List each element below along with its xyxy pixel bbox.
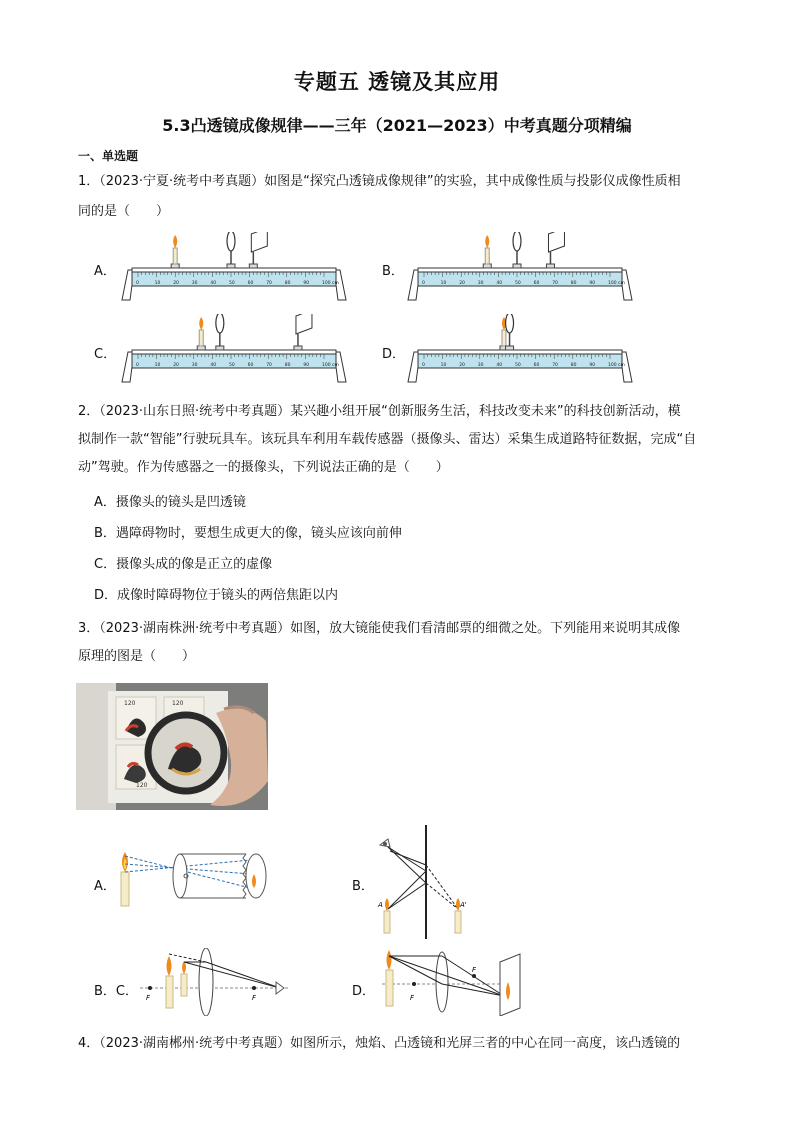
ruler-tick-label: 90 — [589, 281, 596, 286]
q3-line2: 原理的图是（ ） — [78, 649, 196, 664]
ruler-tick-label: 20 — [459, 281, 465, 286]
screen-holder — [294, 346, 302, 350]
q1-option-d-bench — [404, 314, 636, 386]
candle-holder — [197, 346, 205, 350]
ruler-tick-label: 20 — [173, 363, 179, 368]
lens-holder — [513, 264, 521, 268]
focus-label-left: F — [146, 994, 151, 1002]
ruler-tick-label: 0 — [136, 363, 139, 368]
q1-line2: 同的是（ ） — [78, 204, 170, 219]
candle-holder — [171, 264, 179, 268]
ruler-tick-label: 100 cm — [322, 281, 339, 286]
q1-stem — [78, 168, 718, 226]
q2-line1: 2．（2023·山东日照·统考中考真题）某兴趣小组开展“创新服务生活，科技改变未来”的科技创新活动，模 — [78, 404, 681, 419]
q1-option-c-label: C． — [94, 347, 117, 362]
q2-option-d[interactable]: D．成像时障碍物位于镜头的两倍焦距以内 — [94, 588, 339, 603]
q2-option-b[interactable]: B．遇障碍物时，要想生成更大的像，镜头应该向前伸 — [94, 526, 402, 541]
ruler-tick-label: 60 — [247, 281, 254, 286]
ruler-tick-label: 10 — [440, 281, 447, 286]
stamp-value-2: 120 — [172, 700, 184, 707]
q1-line1: 1．（2023·宁夏·统考中考真题）如图是“探究凸透镜成像规律”的实验，其中成像性质与投影仪成像性质相 — [78, 174, 681, 189]
q3-line1: 3．（2023·湖南株洲·统考中考真题）如图，放大镜能使我们看清邮票的细微之处。下列能用来说明其成像 — [78, 621, 681, 636]
ruler-tick-label: 50 — [515, 363, 521, 368]
q3-option-b-label: B． — [352, 879, 374, 894]
candle — [502, 330, 506, 346]
q1-option-d-label: D． — [382, 347, 406, 362]
light-screen — [296, 314, 312, 334]
convex-lens — [506, 314, 514, 333]
ruler-tick-label: 60 — [247, 363, 254, 368]
flame-icon — [199, 317, 203, 330]
candle — [485, 248, 489, 264]
ruler-tick-label: 10 — [440, 363, 447, 368]
stamp-value-3: 120 — [136, 782, 148, 789]
lens-holder — [216, 346, 224, 350]
ruler-tick-label: 20 — [173, 281, 179, 286]
ruler-tick-label: 80 — [570, 281, 577, 286]
ruler-tick-label: 70 — [266, 281, 272, 286]
ruler-tick-label: 30 — [191, 281, 198, 286]
ruler-tick-label: 50 — [229, 363, 235, 368]
ruler-tick-label: 20 — [459, 363, 465, 368]
object-label-a: A — [378, 901, 383, 909]
ruler-tick-label: 70 — [266, 363, 272, 368]
q1-option-b-bench — [404, 232, 636, 304]
ruler-tick-label: 40 — [496, 281, 503, 286]
screen-holder — [249, 264, 257, 268]
ruler-tick-label: 30 — [477, 363, 484, 368]
q2-stem — [78, 398, 718, 482]
ruler-tick-label: 80 — [284, 363, 291, 368]
lens-holder — [227, 264, 235, 268]
q1-option-b-label: B． — [382, 264, 404, 279]
ruler-tick-label: 90 — [589, 363, 596, 368]
candle — [173, 248, 177, 264]
section-heading: 一、单选题 — [78, 149, 139, 163]
candle — [199, 330, 203, 346]
stamp-value-1: 120 — [124, 700, 136, 707]
ruler-tick-label: 70 — [552, 363, 558, 368]
q2-option-c[interactable]: C．摄像头成的像是正立的虚像 — [94, 557, 273, 572]
plane-mirror-diagram — [374, 825, 494, 939]
magnifier-stamp-photo — [76, 683, 268, 810]
page-title: 专题五 透镜及其应用 — [293, 70, 501, 94]
image-label-a-prime: A' — [460, 901, 467, 909]
q3-option-d-label: D． — [352, 984, 376, 999]
q3-option-c-label: B．C． — [94, 984, 138, 999]
ruler-tick-label: 0 — [136, 281, 139, 286]
ruler-tick-label: 60 — [533, 281, 540, 286]
convex-lens-virtual-image-diagram — [140, 948, 290, 1016]
flame-icon — [485, 235, 489, 248]
q1-option-c-bench — [118, 314, 350, 386]
focus-label-right: F — [252, 994, 257, 1002]
focus-label-object-side: F — [410, 994, 415, 1002]
ruler-tick-label: 50 — [229, 281, 235, 286]
ruler-tick-label: 100 cm — [322, 363, 339, 368]
ruler-tick-label: 100 cm — [608, 363, 625, 368]
ruler-tick-label: 40 — [210, 281, 217, 286]
ruler-tick-label: 40 — [496, 363, 503, 368]
ruler-tick-label: 10 — [154, 363, 161, 368]
ruler-tick-label: 90 — [303, 363, 310, 368]
convex-lens-real-image-diagram — [382, 948, 532, 1016]
ruler-tick-label: 10 — [154, 281, 161, 286]
ruler-tick-label: 0 — [422, 281, 425, 286]
q2-line2: 拟制作一款“智能”行驶玩具车。该玩具车利用车载传感器（摄像头、雷达）采集生成道路特征数据，完成“自 — [78, 432, 697, 447]
q4-stem — [78, 1030, 718, 1058]
q2-option-a[interactable]: A．摄像头的镜头是凹透镜 — [94, 495, 246, 510]
ruler-tick-label: 40 — [210, 363, 217, 368]
ruler-tick-label: 90 — [303, 281, 310, 286]
q1-option-a-bench — [118, 232, 350, 304]
convex-lens — [227, 232, 235, 251]
ruler-tick-label: 30 — [477, 281, 484, 286]
convex-lens — [216, 314, 224, 333]
page-subtitle: 5.3凸透镜成像规律——三年（2021—2023）中考真题分项精编 — [162, 116, 632, 135]
ruler-tick-label: 0 — [422, 363, 425, 368]
ruler-tick-label: 60 — [533, 363, 540, 368]
ruler-tick-label: 30 — [191, 363, 198, 368]
flame-icon — [173, 235, 177, 248]
ruler-tick-label: 100 cm — [608, 281, 625, 286]
q2-line3: 动”驾驶。作为传感器之一的摄像头，下列说法正确的是（ ） — [78, 460, 449, 475]
light-screen — [548, 232, 564, 252]
q3-stem — [78, 615, 718, 671]
q4-line1: 4．（2023·湖南郴州·统考中考真题）如图所示，烛焰、凸透镜和光屏三者的中心在同一高度，该凸透镜的 — [78, 1036, 681, 1051]
light-screen — [251, 232, 267, 252]
ruler-tick-label: 70 — [552, 281, 558, 286]
ruler-tick-label: 50 — [515, 281, 521, 286]
pinhole-camera-diagram — [114, 850, 274, 912]
q1-option-a-label: A． — [94, 264, 116, 279]
focus-label-image-side: F — [472, 966, 477, 974]
screen-holder — [546, 264, 554, 268]
q3-option-a-label: A． — [94, 879, 116, 894]
lens-holder — [506, 346, 514, 350]
ruler-tick-label: 80 — [284, 281, 291, 286]
ruler-tick-label: 80 — [570, 363, 577, 368]
candle-holder — [483, 264, 491, 268]
convex-lens — [513, 232, 521, 251]
